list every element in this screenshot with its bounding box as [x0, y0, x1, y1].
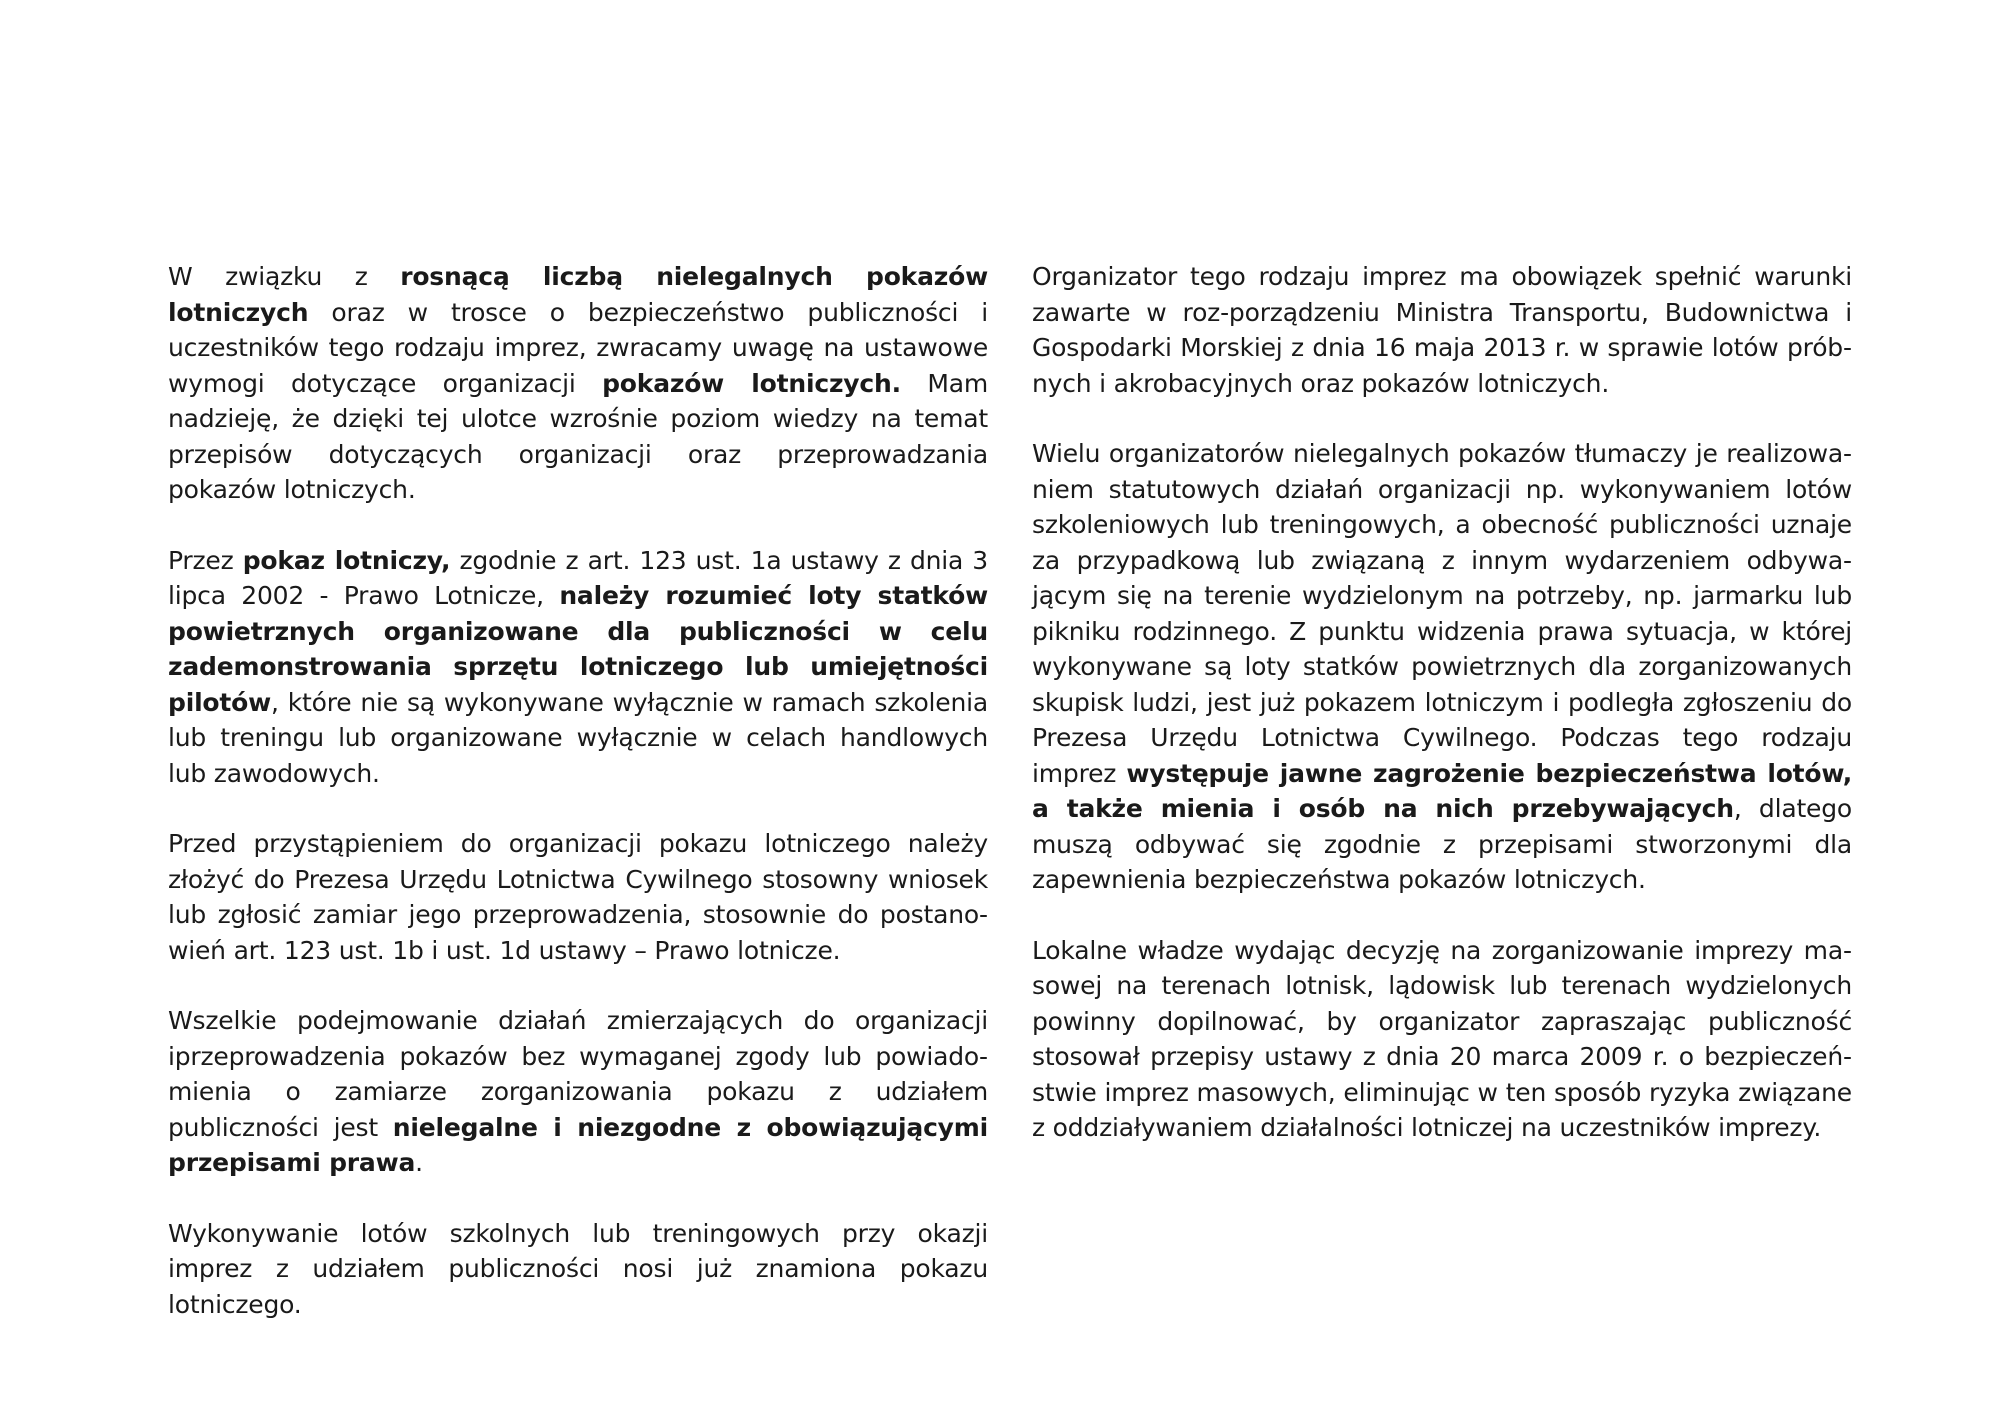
text-run: Przez: [168, 545, 243, 575]
paragraph: [168, 826, 988, 968]
paragraph: [168, 1216, 988, 1323]
text-run: , które nie są wykonywane wyłącznie w ramach szkolenia lub treningu lub organizowane wyłącznie w celach handlowych lub zawodowych.: [168, 687, 988, 788]
text-run: .: [415, 1148, 423, 1177]
bold-text-run: należy rozumieć loty statków powietrznych organizowane dla publiczności w celu zademonstrowania sprzętu lotniczego lub umiejętności pilotów: [168, 581, 988, 717]
paragraph: [168, 259, 988, 508]
text-run: Organizator tego rodzaju imprez ma obowiązek spełnić warunki zawarte w roz-porządzeniu Ministra Transportu, Budownictwa i Gospodarki Morskiej z dnia 16 maja 2013 r. w sprawie lotów próbnych i akrobacyjnych oraz pokazów lotniczych.: [1032, 262, 1852, 398]
text-run: , dlatego muszą odbywać się zgodnie z przepisami stworzonymi dla zapewnienia bezpieczeństwa pokazów lotniczych.: [1032, 794, 1852, 894]
text-run: oraz w trosce o bezpieczeństwo publiczności i uczestników tego rodzaju imprez, zwracamy uwagę na ustawowe wymogi dotyczące organizacji: [168, 297, 988, 398]
text-run: W związku z: [168, 262, 401, 291]
paragraph: [1032, 259, 1852, 401]
paragraph: [168, 1003, 988, 1181]
text-run: Wszelkie podejmowanie działań zmierzających do organizacji iprzeprowadzenia pokazów bez wymaganej zgody lub powiadomienia o zamiarze zorganizowania pokazu z udziałem publiczności jest: [168, 1006, 988, 1142]
text-run: Wielu organizatorów nielegalnych pokazów tłumaczy je realizowaniem statutowych działań organizacji np. wykonywaniem lotów szkoleniowych lub treningowych, a obecność publiczności uznaje za przypadkową lub związaną z innym wydarzeniem odbywającym się na terenie wydzielonym na potrzeby, np. jarmarku lub pikniku rodzinnego. Z punktu widzenia prawa sytuacja, w której wykonywane są loty statków powietrznych dla zorganizowanych skupisk ludzi, jest już pokazem lotniczym i podległa zgłoszeniu do Prezesa Urzędu Lotnictwa Cywilnego. Podczas tego rodzaju imprez: [1032, 439, 1852, 788]
bold-text-run: występuje jawne zagrożenie bezpieczeństwa lotów, a także mienia i osób na nich przebywających: [1032, 758, 1852, 823]
right-text-column: [1032, 259, 1852, 1181]
paragraph: [1032, 933, 1852, 1146]
bold-text-run: pokaz lotniczy,: [242, 545, 451, 575]
bold-text-run: pokazów lotniczych.: [602, 368, 901, 398]
bold-text-run: rosnącą liczbą nielegalnych pokazów lotniczych: [168, 262, 988, 327]
left-text-column: [168, 259, 988, 1357]
text-run: Mam nadzieję, że dzięki tej ulotce wzrośnie poziom wiedzy na temat przepisów dotyczących organizacji oraz przeprowadzania pokazów lotniczych.: [168, 368, 989, 504]
bold-text-run: nielegalne i niezgodne z obowiązującymi przepisami prawa: [168, 1112, 988, 1177]
paragraph: [1032, 436, 1852, 898]
text-run: zgodnie z art. 123 ust. 1a ustawy z dnia 3 lipca 2002 - Prawo Lotnicze,: [168, 545, 989, 610]
paragraph: [168, 543, 988, 792]
text-run: Wykonywanie lotów szkolnych lub treningowych przy okazji imprez z udziałem publiczności nosi już znamiona pokazu lotniczego.: [168, 1218, 988, 1319]
text-run: Przed przystąpieniem do organizacji pokazu lotniczego należy złożyć do Prezesa Urzędu Lotnictwa Cywilnego stosowny wniosek lub zgłosić zamiar jego przeprowadzenia, stosownie do postanowień art. 123 ust. 1b i ust. 1d ustawy – Prawo lotnicze.: [168, 829, 988, 965]
text-run: Lokalne władze wydając decyzję na zorganizowanie imprezy masowej na terenach lotnisk, lądowisk lub terenach wydzielonych powinny dopilnować, by organizator zapraszając publiczność stosował przepisy ustawy z dnia 20 marca 2009 r. o bezpieczeństwie imprez masowych, eliminując w ten sposób ryzyka związane z oddziaływaniem działalności lotniczej na uczestników imprezy.: [1032, 935, 1852, 1142]
